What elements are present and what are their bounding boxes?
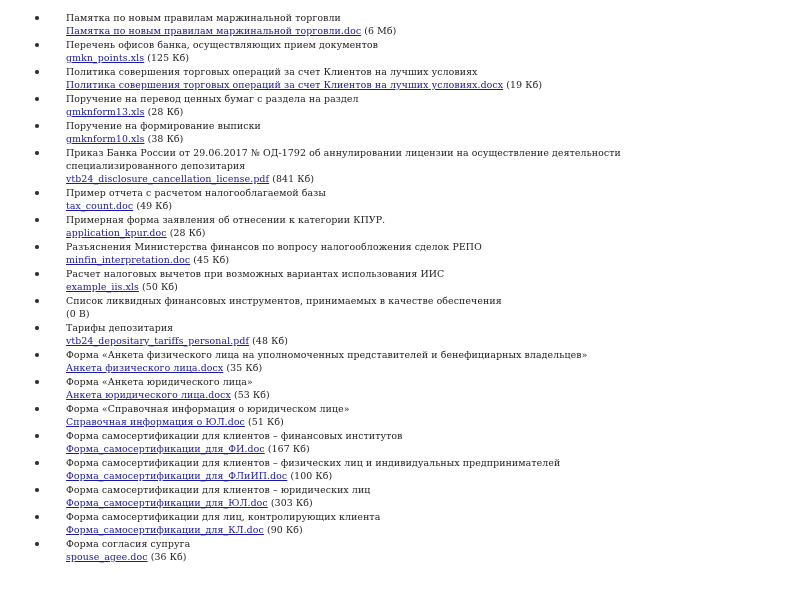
bullet-icon bbox=[35, 124, 39, 128]
document-download-link[interactable]: spouse_agee.doc bbox=[66, 552, 148, 563]
document-link-line bbox=[66, 524, 800, 537]
bullet-icon bbox=[35, 272, 39, 276]
bullet-icon bbox=[35, 326, 39, 330]
document-link-line bbox=[66, 443, 800, 456]
list-item bbox=[0, 376, 800, 402]
bullet-icon bbox=[35, 299, 39, 303]
document-link-line bbox=[66, 389, 800, 402]
list-item bbox=[0, 484, 800, 510]
document-title: Пример отчета с расчетом налогооблагаемой базы bbox=[66, 188, 326, 199]
list-item bbox=[0, 214, 800, 240]
file-size: (167 Кб) bbox=[267, 444, 310, 455]
bullet-icon bbox=[35, 461, 39, 465]
document-link-line bbox=[66, 416, 800, 429]
file-size: (19 Кб) bbox=[506, 80, 543, 91]
document-title: Форма «Анкета физического лица на уполномоченных представителей и бенефициарных владельцев» bbox=[66, 350, 588, 361]
bullet-icon bbox=[35, 245, 39, 249]
document-title: Форма согласия супруга bbox=[66, 539, 191, 550]
document-link-line bbox=[66, 254, 800, 267]
document-title: Список ликвидных финансовых инструментов, принимаемых в качестве обеспечения bbox=[66, 296, 502, 307]
list-item bbox=[0, 120, 800, 146]
document-link-line bbox=[66, 79, 800, 92]
bullet-icon bbox=[35, 151, 39, 155]
file-size: (125 Кб) bbox=[147, 53, 190, 64]
document-title: Политика совершения торговых операций за счет Клиентов на лучших условиях bbox=[66, 67, 478, 78]
document-download-link[interactable]: minfin_interpretation.doc bbox=[66, 255, 191, 266]
list-item bbox=[0, 187, 800, 213]
file-size: (38 Кб) bbox=[147, 134, 184, 145]
document-download-link[interactable]: Политика совершения торговых операций за счет Клиентов на лучших условиях.docx bbox=[66, 80, 504, 91]
document-download-link[interactable]: vtb24_depositary_tariffs_personal.pdf bbox=[66, 336, 250, 347]
file-size: (48 Кб) bbox=[252, 336, 288, 347]
document-title: Примерная форма заявления об отнесении к категории КПУР. bbox=[66, 215, 386, 226]
list-item bbox=[0, 430, 800, 456]
document-title: Приказ Банка России от 29.06.2017 № ОД-1792 об аннулировании лицензии на осуществление деятельности bbox=[66, 148, 621, 159]
list-item bbox=[0, 295, 800, 321]
document-link-line bbox=[66, 308, 800, 321]
document-download-link[interactable]: Анкета физического лица.docx bbox=[66, 363, 224, 374]
bullet-icon bbox=[35, 97, 39, 101]
document-download-link[interactable]: Анкета юридического лица.docx bbox=[66, 390, 231, 401]
document-download-link[interactable]: Форма_самосертификации_для_ФЛиИП.doc bbox=[66, 471, 288, 482]
document-title: Разъяснения Министерства финансов по вопросу налогообложения сделок РЕПО bbox=[66, 242, 482, 253]
list-item bbox=[0, 241, 800, 267]
list-item bbox=[0, 457, 800, 483]
document-download-link[interactable]: gmknform10.xls bbox=[66, 134, 145, 145]
list-item bbox=[0, 147, 800, 186]
list-item bbox=[0, 66, 800, 92]
document-title: Расчет налоговых вычетов при возможных вариантах использования ИИС bbox=[66, 269, 445, 280]
document-download-link[interactable]: gmkn_points.xls bbox=[66, 53, 145, 64]
document-link-line bbox=[66, 200, 800, 213]
bullet-icon bbox=[35, 353, 39, 357]
document-download-link[interactable]: Форма_самосертификации_для_КЛ.doc bbox=[66, 525, 264, 536]
document-link-line bbox=[66, 25, 800, 38]
file-size: (45 Кб) bbox=[193, 255, 230, 266]
document-list bbox=[0, 12, 800, 565]
document-title: Памятка по новым правилам маржинальной торговли bbox=[66, 13, 341, 24]
list-item bbox=[0, 268, 800, 294]
document-link-line bbox=[66, 362, 800, 375]
document-download-link[interactable]: application_kpur.doc bbox=[66, 228, 167, 239]
file-size: (36 Кб) bbox=[150, 552, 187, 563]
document-title: Форма «Анкета юридического лица» bbox=[66, 377, 253, 388]
document-download-link[interactable]: tax_count.doc bbox=[66, 201, 134, 212]
document-download-link[interactable]: Справочная информация о ЮЛ.doc bbox=[66, 417, 245, 428]
file-size: (841 Кб) bbox=[272, 174, 315, 185]
document-link-line bbox=[66, 497, 800, 510]
file-size: (28 Кб) bbox=[147, 107, 184, 118]
file-size: (303 Кб) bbox=[270, 498, 313, 509]
document-download-link[interactable]: example_iis.xls bbox=[66, 282, 139, 293]
document-download-link[interactable]: Форма_самосертификации_для_ФИ.doc bbox=[66, 444, 265, 455]
file-size: (49 Кб) bbox=[136, 201, 173, 212]
document-download-link[interactable]: gmknform13.xls bbox=[66, 107, 145, 118]
document-download-link[interactable]: Форма_самосертификации_для_ЮЛ.doc bbox=[66, 498, 268, 509]
bullet-icon bbox=[35, 407, 39, 411]
document-title: Поручение на формирование выписки bbox=[66, 121, 261, 132]
bullet-icon bbox=[35, 16, 39, 20]
document-link-line bbox=[66, 52, 800, 65]
bullet-icon bbox=[35, 218, 39, 222]
document-title: Тарифы депозитария bbox=[66, 323, 174, 334]
bullet-icon bbox=[35, 43, 39, 47]
document-title: специализированного депозитария bbox=[66, 161, 246, 172]
document-link-line bbox=[66, 335, 800, 348]
file-size: (35 Кб) bbox=[226, 363, 263, 374]
document-title: Форма самосертификации для клиентов – физических лиц и индивидуальных предпринимателей bbox=[66, 458, 561, 469]
list-item bbox=[0, 511, 800, 537]
document-link-line bbox=[66, 173, 800, 186]
bullet-icon bbox=[35, 70, 39, 74]
document-title: Форма «Справочная информация о юридическом лице» bbox=[66, 404, 350, 415]
document-title: Форма самосертификации для лиц, контролирующих клиента bbox=[66, 512, 381, 523]
list-item bbox=[0, 39, 800, 65]
document-title: Форма самосертификации для клиентов – юридических лиц bbox=[66, 485, 371, 496]
bullet-icon bbox=[35, 488, 39, 492]
bullet-icon bbox=[35, 380, 39, 384]
document-link-line bbox=[66, 227, 800, 240]
list-item bbox=[0, 93, 800, 119]
document-link-line bbox=[66, 281, 800, 294]
document-link-line bbox=[66, 551, 800, 564]
file-size: (51 Кб) bbox=[248, 417, 284, 428]
document-link-line bbox=[66, 470, 800, 483]
document-link-line bbox=[66, 106, 800, 119]
file-size: (50 Кб) bbox=[142, 282, 178, 293]
file-size: (0 В) bbox=[66, 309, 90, 320]
list-item bbox=[0, 403, 800, 429]
bullet-icon bbox=[35, 515, 39, 519]
document-link-line bbox=[66, 133, 800, 146]
list-item bbox=[0, 538, 800, 564]
file-size: (53 Кб) bbox=[233, 390, 270, 401]
file-size: (90 Кб) bbox=[266, 525, 303, 536]
document-title: Поручение на перевод ценных бумаг с раздела на раздел bbox=[66, 94, 359, 105]
document-download-link[interactable]: vtb24_disclosure_cancellation_license.pdf bbox=[66, 174, 270, 185]
document-download-link[interactable]: Памятка по новым правилам маржинальной торговли.doc bbox=[66, 26, 362, 37]
file-size: (6 Мб) bbox=[364, 26, 397, 37]
bullet-icon bbox=[35, 542, 39, 546]
bullet-icon bbox=[35, 191, 39, 195]
list-item bbox=[0, 349, 800, 375]
file-size: (28 Кб) bbox=[169, 228, 206, 239]
document-title: Перечень офисов банка, осуществляющих прием документов bbox=[66, 40, 378, 51]
list-item bbox=[0, 322, 800, 348]
document-title: Форма самосертификации для клиентов – финансовых институтов bbox=[66, 431, 403, 442]
file-size: (100 Кб) bbox=[290, 471, 333, 482]
list-item bbox=[0, 12, 800, 38]
bullet-icon bbox=[35, 434, 39, 438]
